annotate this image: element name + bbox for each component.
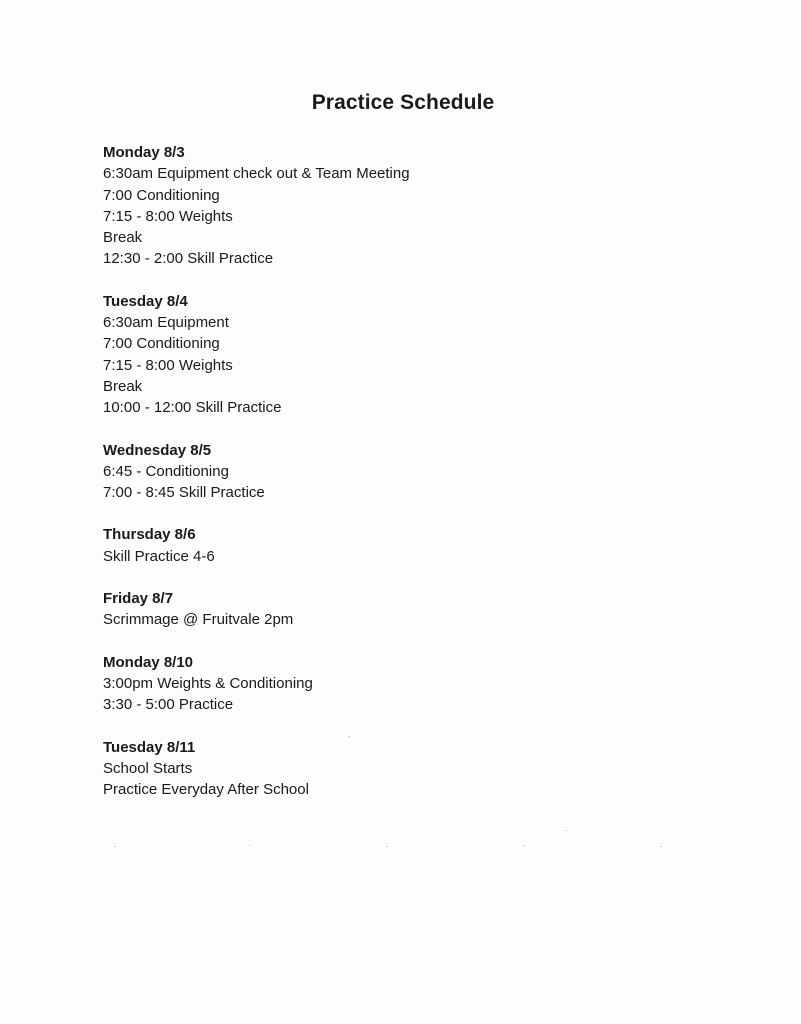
day-block: [103, 652, 743, 716]
day-block: [103, 440, 743, 504]
schedule-item: Scrimmage @ Fruitvale 2pm: [103, 611, 294, 629]
schedule-item: 3:30 - 5:00 Practice: [103, 696, 234, 714]
day-heading: Tuesday 8/4: [103, 292, 188, 310]
page-title: Practice Schedule: [311, 91, 495, 114]
scan-speck: [660, 846, 662, 847]
day-items: [103, 163, 743, 269]
schedule-item: Practice Everyday After School: [103, 781, 309, 799]
schedule-item: School Starts: [103, 759, 193, 777]
day-heading: Wednesday 8/5: [103, 441, 212, 459]
day-heading: Tuesday 8/11: [103, 738, 196, 756]
day-items: [103, 758, 743, 801]
schedule-item: Break: [103, 377, 143, 395]
schedule-item: Break: [103, 229, 143, 247]
day-block: [103, 524, 743, 567]
schedule-item: 10:00 - 12:00 Skill Practice: [103, 399, 282, 417]
schedule-item: Skill Practice 4-6: [103, 547, 215, 565]
day-items: [103, 673, 743, 716]
schedule-item: 7:00 - 8:45 Skill Practice: [103, 484, 265, 502]
scan-speck: [348, 736, 350, 737]
day-items: [103, 546, 743, 567]
day-block: [103, 291, 743, 419]
schedule-item: 6:30am Equipment: [103, 314, 229, 332]
scan-speck: [565, 830, 567, 831]
day-block: [103, 142, 743, 270]
schedule-item: 7:00 Conditioning: [103, 186, 220, 204]
schedule-item: 6:45 - Conditioning: [103, 462, 229, 480]
schedule-item: 7:00 Conditioning: [103, 335, 220, 353]
day-heading: Monday 8/10: [103, 653, 194, 671]
day-heading: Friday 8/7: [103, 590, 174, 608]
schedule-item: 12:30 - 2:00 Skill Practice: [103, 250, 274, 268]
schedule-item: 6:30am Equipment check out & Team Meeting: [103, 165, 410, 183]
day-items: [103, 312, 743, 418]
scan-speck: [114, 846, 116, 847]
schedule-item: 7:15 - 8:00 Weights: [103, 356, 233, 374]
day-heading: Thursday 8/6: [103, 526, 196, 544]
day-block: [103, 588, 743, 631]
day-heading: Monday 8/3: [103, 144, 185, 161]
day-items: [103, 461, 743, 504]
day-items: [103, 609, 743, 630]
schedule-item: 3:00pm Weights & Conditioning: [103, 674, 313, 692]
schedule-list: [103, 142, 743, 821]
scan-speck: [523, 845, 525, 846]
scan-speck: [249, 845, 251, 846]
day-block: [103, 737, 743, 801]
schedule-item: 7:15 - 8:00 Weights: [103, 207, 233, 225]
scan-speck: [386, 846, 388, 847]
